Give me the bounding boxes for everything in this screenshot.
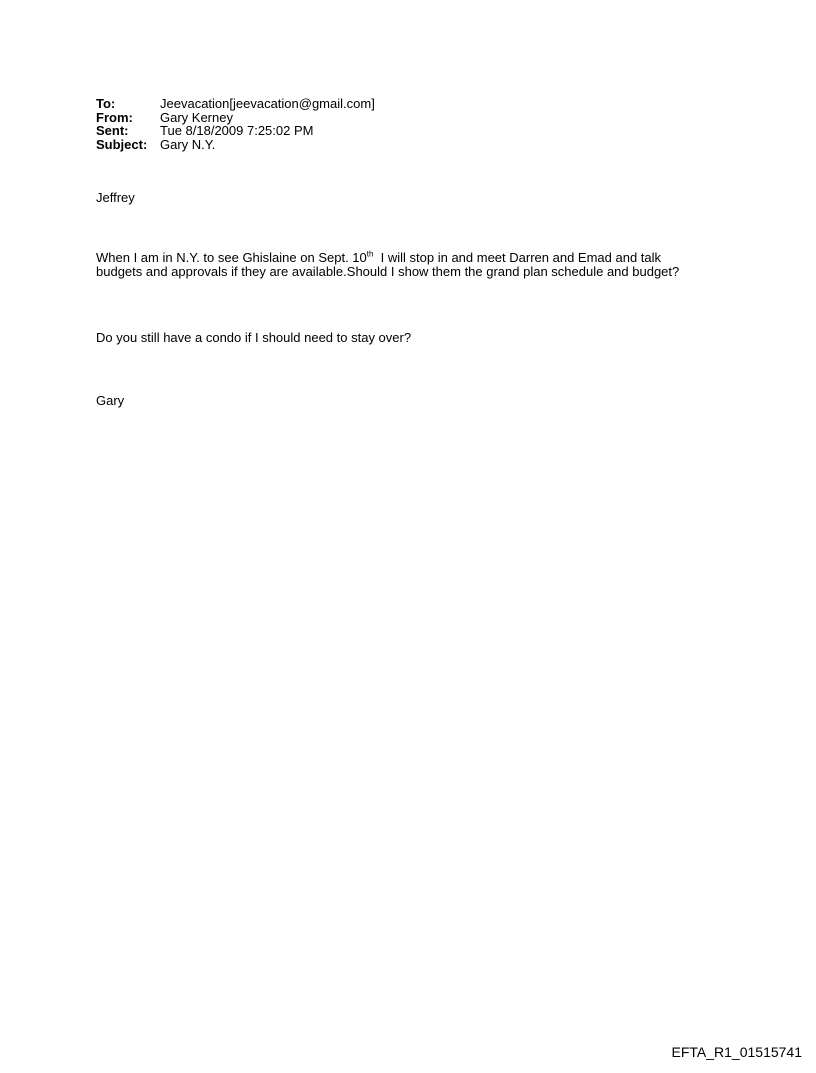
- sent-row: [96, 124, 375, 138]
- from-value: Gary Kerney: [160, 109, 233, 125]
- to-value: Jeevacation[jeevacation@gmail.com]: [160, 96, 375, 111]
- signature: Gary: [96, 393, 125, 408]
- body-paragraph-1-line-1: [96, 251, 679, 265]
- line-1-text-after: I will stop in and meet Darren and Emad and talk: [373, 250, 662, 265]
- ordinal-suffix: th: [366, 249, 374, 259]
- subject-row: [96, 138, 375, 152]
- greeting: Jeffrey: [96, 190, 135, 205]
- subject-value: Gary N.Y.: [160, 136, 216, 152]
- to-label: To:: [96, 96, 116, 111]
- to-row: [96, 97, 375, 111]
- subject-label: Subject:: [96, 136, 148, 152]
- sent-value: Tue 8/18/2009 7:25:02 PM: [160, 123, 314, 138]
- sent-label: Sent:: [96, 123, 129, 138]
- body-paragraph-2: Do you still have a condo if I should need to stay over?: [96, 330, 412, 345]
- from-label: From:: [96, 109, 133, 125]
- document-id: EFTA_R1_01515741: [671, 1044, 802, 1060]
- body-paragraph-1: [96, 251, 679, 278]
- line-1-text-before: When I am in N.Y. to see Ghislaine on Sept. 10: [96, 250, 367, 265]
- from-row: [96, 111, 375, 125]
- email-header: [96, 97, 375, 151]
- body-paragraph-1-line-2: budgets and approvals if they are available.Should I show them the grand plan schedule and budget?: [96, 263, 680, 279]
